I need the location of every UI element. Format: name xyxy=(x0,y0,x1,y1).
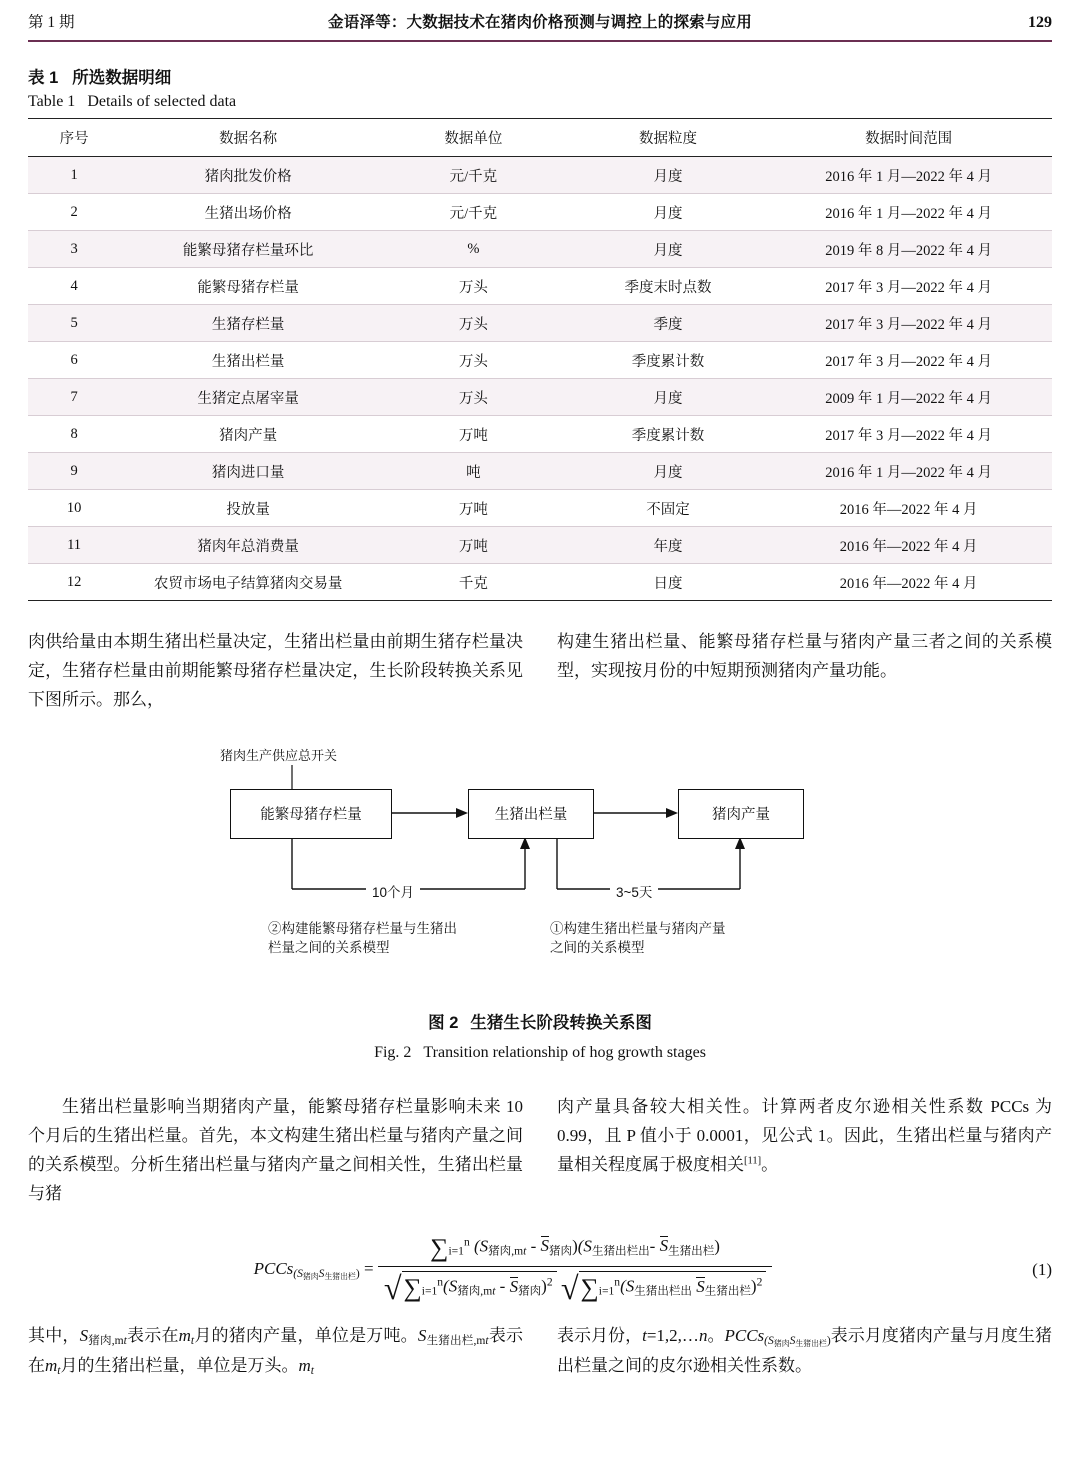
den2-bar: S xyxy=(696,1276,705,1296)
running-head-title: 金语泽等：大数据技术在猪肉价格预测与调控上的探索与应用 xyxy=(328,14,752,31)
formula-row xyxy=(24,1233,1056,1307)
cell-name: 猪肉进口量 xyxy=(120,453,376,490)
cell-granularity: 日度 xyxy=(571,564,766,601)
supply-switch-label: 猪肉生产供应总开关 xyxy=(220,747,338,763)
selected-data-table xyxy=(28,118,1052,601)
num-term1-close: ) xyxy=(572,1236,578,1256)
radical-1-body: $\sum_{i=1}^n(S_{猪肉,mt} - S_{猪肉})^2$ xyxy=(402,1271,557,1303)
paragraph-right-1: 构建生猪出栏量、能繁母猪存栏量与猪肉产量三者之间的关系模型，实现按月份的中短期预测猪肉产量功能。 xyxy=(557,632,1052,681)
bottom-left2-mt: t xyxy=(57,1363,61,1377)
table-caption-en-number: Table 1 xyxy=(28,93,76,110)
num-term1-minus: - xyxy=(526,1236,541,1256)
column-header-granularity: 数据粒度 xyxy=(571,119,766,157)
bottom-left2-c: 月的生猪出栏量，单位是万头。 xyxy=(60,1355,299,1375)
formula-pccs xyxy=(28,1233,998,1307)
cell-granularity: 不固定 xyxy=(571,490,766,527)
cell-name: 生猪出场价格 xyxy=(120,194,376,231)
paragraph-left-3 xyxy=(28,1321,523,1381)
column-header-index: 序号 xyxy=(28,119,120,157)
cell-name: 猪肉产量 xyxy=(120,416,376,453)
table-row xyxy=(28,490,1052,527)
den2-barsub: 生猪出栏 xyxy=(704,1284,751,1298)
table-row xyxy=(28,453,1052,490)
diagram-note-2-line1: ②构建能繁母猪存栏量与生猪出 xyxy=(268,920,457,936)
formula-fraction xyxy=(378,1233,773,1307)
formula-equals: = xyxy=(364,1258,374,1278)
bottom-right-pccs: PCCs xyxy=(724,1325,765,1345)
bottom-right-b: =1,2,… xyxy=(646,1325,699,1345)
bottom-right-c: 。 xyxy=(707,1325,725,1345)
bottom-left2-b: 表示在 xyxy=(28,1325,524,1375)
cell-name: 生猪出栏量 xyxy=(120,342,376,379)
formula-lhs: PCCs xyxy=(253,1258,294,1278)
sum-limits xyxy=(448,1244,464,1257)
table-block xyxy=(24,64,1056,601)
table-row xyxy=(28,268,1052,305)
figure-caption-en xyxy=(24,1044,1056,1062)
num-term2-close: ) xyxy=(714,1236,720,1256)
bottom-left2-sub: 生猪出栏,m xyxy=(426,1333,486,1347)
table-caption-cn xyxy=(28,64,1052,88)
cell-index: 8 xyxy=(28,416,120,453)
bottom-right-sub-pre: (S xyxy=(764,1333,774,1347)
num-term2-bar: S xyxy=(659,1236,669,1256)
formula-lhs-sub-1: 猪肉 xyxy=(302,1271,319,1281)
cell-range: 2017 年 3 月—2022 年 4 月 xyxy=(765,416,1052,453)
den1-bar: S xyxy=(509,1276,519,1296)
cell-name: 猪肉年总消费量 xyxy=(120,527,376,564)
table-row xyxy=(28,379,1052,416)
paragraph-left-1: 肉供给量由本期生猪出栏量决定，生猪出栏量由前期生猪存栏量决定，生猪存栏量由前期能繁母猪存栏量决定，生长阶段转换关系见下图所示。那么， xyxy=(28,632,523,710)
cell-range: 2016 年 1 月—2022 年 4 月 xyxy=(765,194,1052,231)
cell-range: 2016 年 1 月—2022 年 4 月 xyxy=(765,453,1052,490)
formula-lhs-sub-pre: (S xyxy=(293,1266,303,1280)
paragraph-right-3 xyxy=(557,1321,1052,1380)
cell-granularity: 月度 xyxy=(571,379,766,416)
num-term1-sub: 猪肉,m xyxy=(488,1244,524,1258)
cell-unit: 元/千克 xyxy=(376,157,571,194)
diagram-box-sow-stock: 能繁母猪存栏量 xyxy=(230,789,392,839)
sum-symbol-icon: ∑ xyxy=(430,1232,449,1262)
bottom-right-t: t xyxy=(642,1325,647,1345)
cell-unit: 万吨 xyxy=(376,527,571,564)
column-header-unit: 数据单位 xyxy=(376,119,571,157)
diagram-note-2 xyxy=(268,919,498,958)
body-columns-1 xyxy=(24,627,1056,715)
bottom-left-mt: t xyxy=(190,1333,195,1347)
hog-growth-diagram xyxy=(220,741,860,976)
cell-unit: 千克 xyxy=(376,564,571,601)
figure-caption-cn-text: 生猪生长阶段转换关系图 xyxy=(470,1013,652,1032)
diagram-note-2-line2: 栏量之间的关系模型 xyxy=(268,940,390,956)
cell-name: 投放量 xyxy=(120,490,376,527)
cell-index: 11 xyxy=(28,527,120,564)
sum-upper: n xyxy=(463,1235,470,1249)
cell-unit: 元/千克 xyxy=(376,194,571,231)
citation-ref: [11] xyxy=(744,1155,762,1167)
bottom-left-m: m xyxy=(178,1325,191,1345)
figure-caption-en-text: Transition relationship of hog growth stages xyxy=(423,1043,706,1061)
cell-range: 2019 年 8 月—2022 年 4 月 xyxy=(765,231,1052,268)
bottom-right-line2: 表示月度猪肉产量与月度生猪出栏量之间的皮尔逊相关性系数。 xyxy=(557,1325,1053,1375)
figure-caption-en-number: Fig. 2 xyxy=(374,1043,412,1061)
cell-index: 1 xyxy=(28,157,120,194)
cell-name: 猪肉批发价格 xyxy=(120,157,376,194)
cell-range: 2017 年 3 月—2022 年 4 月 xyxy=(765,342,1052,379)
cell-granularity: 年度 xyxy=(571,527,766,564)
table-row xyxy=(28,231,1052,268)
column-header-range: 数据时间范围 xyxy=(765,119,1052,157)
radical-2-body: $\sum_{i=1}^n(S_{生猪出栏出}$ $S_{生猪出栏})^2$ xyxy=(579,1271,767,1303)
paragraph-left-2: 生猪出栏量影响当期猪肉产量，能繁母猪存栏量影响未来 10 个月后的生猪出栏量。首先，本文构建生猪出栏量与猪肉产量之间的关系模型。分析生猪出栏量与猪肉产量之间相关性，生猪出栏量与猪 xyxy=(28,1096,523,1204)
sum-upper: n xyxy=(437,1275,444,1289)
cell-range: 2017 年 3 月—2022 年 4 月 xyxy=(765,268,1052,305)
num-term2-barsub: 生猪出栏 xyxy=(668,1244,715,1258)
bottom-left2-e: t xyxy=(310,1363,314,1377)
paragraph-right-2-end: 。 xyxy=(761,1155,779,1175)
bottom-right-sub-1: 猪肉 xyxy=(773,1339,790,1349)
cell-name: 生猪存栏量 xyxy=(120,305,376,342)
cell-granularity: 月度 xyxy=(571,157,766,194)
table-body xyxy=(28,157,1052,601)
num-term1-sub2: t xyxy=(523,1244,527,1258)
bottom-left2-sub2: t xyxy=(485,1333,489,1347)
bottom-left2-S: S xyxy=(417,1325,427,1345)
paragraph-right-2-text: 肉产量具备较大相关性。计算两者皮尔逊相关性系数 PCCs 为 0.99，且 P 值小于 0.0001，见公式 1。因此，生猪出栏量与猪肉产量相关程度属于极度相关 xyxy=(557,1096,1052,1175)
radical-1 xyxy=(384,1270,557,1307)
bottom-right-sub-post: ) xyxy=(826,1333,831,1347)
bottom-right-sub-2: 生猪出栏 xyxy=(795,1339,827,1349)
cell-unit: 万头 xyxy=(376,305,571,342)
cell-index: 3 xyxy=(28,231,120,268)
table-header xyxy=(28,119,1052,157)
num-term2-open: (S xyxy=(577,1236,592,1256)
diagram-note-1 xyxy=(550,919,780,958)
num-term1-barsub: 猪肉 xyxy=(549,1244,573,1258)
den1-barsub: 猪肉 xyxy=(518,1284,542,1298)
running-head-issue: 第 1 期 xyxy=(28,14,75,31)
cell-index: 9 xyxy=(28,453,120,490)
figure-2 xyxy=(24,741,1056,1001)
edge-label-10-months: 10个月 xyxy=(366,881,420,901)
bottom-right-a: 表示月份， xyxy=(557,1325,643,1345)
bottom-right-sub-mid: S xyxy=(789,1333,796,1347)
paragraph-right-2 xyxy=(557,1092,1052,1180)
body-columns-3 xyxy=(24,1321,1056,1381)
table-row xyxy=(28,157,1052,194)
cell-name: 能繁母猪存栏量 xyxy=(120,268,376,305)
radical-symbol-icon: √ xyxy=(560,1269,579,1306)
sum-lower: i=1 xyxy=(598,1284,615,1298)
cell-name: 能繁母猪存栏量环比 xyxy=(120,231,376,268)
figure-caption-cn xyxy=(24,1009,1056,1033)
num-term1-open: (S xyxy=(473,1236,489,1256)
cell-index: 5 xyxy=(28,305,120,342)
cell-index: 12 xyxy=(28,564,120,601)
column-left-1 xyxy=(28,627,523,715)
bottom-left-b: 表示在 xyxy=(126,1325,179,1345)
sum-symbol-icon: ∑ xyxy=(403,1273,422,1303)
sum-lower: i=1 xyxy=(448,1244,464,1258)
cell-unit: 吨 xyxy=(376,453,571,490)
table-row xyxy=(28,564,1052,601)
sum-symbol-icon: ∑ xyxy=(580,1273,599,1303)
table-caption-en-text: Details of selected data xyxy=(87,93,237,110)
cell-index: 10 xyxy=(28,490,120,527)
cell-index: 6 xyxy=(28,342,120,379)
cell-range: 2017 年 3 月—2022 年 4 月 xyxy=(765,305,1052,342)
diagram-note-1-line2: 之间的关系模型 xyxy=(550,940,645,956)
column-header-name: 数据名称 xyxy=(120,119,376,157)
radical-2 xyxy=(561,1270,767,1307)
diagram-note-1-line1: ①构建生猪出栏量与猪肉产量 xyxy=(550,920,726,936)
table-caption-cn-number: 表 1 xyxy=(28,69,59,87)
cell-granularity: 月度 xyxy=(571,453,766,490)
bottom-left-sub2: t xyxy=(123,1333,127,1347)
cell-granularity: 月度 xyxy=(571,231,766,268)
cell-unit: % xyxy=(376,231,571,268)
sum-lower: i=1 xyxy=(421,1284,438,1298)
bottom-left-sub: 猪肉,m xyxy=(88,1333,124,1347)
cell-granularity: 季度累计数 xyxy=(571,416,766,453)
cell-range: 2009 年 1 月—2022 年 4 月 xyxy=(765,379,1052,416)
radical-symbol-icon: √ xyxy=(383,1269,402,1306)
den1-open: (S xyxy=(443,1276,458,1296)
den1-sub2: t xyxy=(492,1284,496,1298)
cell-granularity: 月度 xyxy=(571,194,766,231)
column-right-1 xyxy=(557,627,1052,715)
cell-name: 农贸市场电子结算猪肉交易量 xyxy=(120,564,376,601)
bottom-left-S: S xyxy=(79,1325,89,1345)
cell-range: 2016 年—2022 年 4 月 xyxy=(765,490,1052,527)
running-head-rule xyxy=(28,40,1052,42)
table-caption-cn-text: 所选数据明细 xyxy=(72,69,172,87)
cell-unit: 万头 xyxy=(376,342,571,379)
table-row xyxy=(28,305,1052,342)
diagram-box-hog-slaughter: 生猪出栏量 xyxy=(468,789,594,839)
table-header-row xyxy=(28,119,1052,157)
formula-numerator xyxy=(378,1233,773,1267)
cell-range: 2016 年—2022 年 4 月 xyxy=(765,527,1052,564)
cell-index: 4 xyxy=(28,268,120,305)
formula-denominator xyxy=(378,1267,773,1307)
num-term2-sub: 生猪出栏出 xyxy=(591,1244,650,1258)
page-number: 129 xyxy=(1028,14,1052,31)
bottom-right-n: n xyxy=(698,1325,708,1345)
cell-unit: 万吨 xyxy=(376,490,571,527)
cell-unit: 万吨 xyxy=(376,416,571,453)
cell-granularity: 季度 xyxy=(571,305,766,342)
den2-open: (S xyxy=(620,1276,635,1296)
column-right-3 xyxy=(557,1321,1052,1381)
table-row xyxy=(28,527,1052,564)
bottom-left2-d: m xyxy=(298,1355,311,1375)
formula-lhs-sub-mid: S xyxy=(318,1266,325,1280)
column-right-2 xyxy=(557,1092,1052,1209)
diagram-box-pork-output: 猪肉产量 xyxy=(678,789,804,839)
cell-index: 2 xyxy=(28,194,120,231)
den1-pow: 2 xyxy=(546,1275,553,1289)
cell-range: 2016 年 1 月—2022 年 4 月 xyxy=(765,157,1052,194)
cell-unit: 万头 xyxy=(376,268,571,305)
formula-number: (1) xyxy=(1032,1259,1052,1279)
table-row xyxy=(28,416,1052,453)
bottom-left-a: 其中， xyxy=(28,1325,80,1345)
running-head xyxy=(24,0,1056,38)
figure-caption-cn-number: 图 2 xyxy=(428,1013,459,1032)
den2-pow: 2 xyxy=(756,1275,763,1289)
cell-granularity: 季度末时点数 xyxy=(571,268,766,305)
table-row xyxy=(28,194,1052,231)
formula-lhs-sub-2: 生猪出栏 xyxy=(324,1271,356,1281)
formula-lhs-sub-post: ) xyxy=(355,1266,360,1280)
table-row xyxy=(28,342,1052,379)
cell-index: 7 xyxy=(28,379,120,416)
body-columns-2 xyxy=(24,1092,1056,1209)
cell-unit: 万头 xyxy=(376,379,571,416)
cell-granularity: 季度累计数 xyxy=(571,342,766,379)
num-term1-bar: S xyxy=(540,1236,549,1256)
edge-label-3-5-days: 3~5天 xyxy=(610,881,658,901)
den2-sub: 生猪出栏出 xyxy=(634,1284,692,1298)
num-term2-minus: - xyxy=(649,1236,660,1256)
column-left-2 xyxy=(28,1092,523,1209)
sum-upper: n xyxy=(614,1275,621,1289)
den1-sub: 猪肉,m xyxy=(457,1284,493,1298)
bottom-left-c: 月的猪肉产量，单位是万吨。 xyxy=(194,1325,418,1345)
cell-range: 2016 年—2022 年 4 月 xyxy=(765,564,1052,601)
bottom-left2-m: m xyxy=(45,1355,58,1375)
column-left-3 xyxy=(28,1321,523,1381)
table-caption-en xyxy=(28,93,1052,111)
cell-name: 生猪定点屠宰量 xyxy=(120,379,376,416)
